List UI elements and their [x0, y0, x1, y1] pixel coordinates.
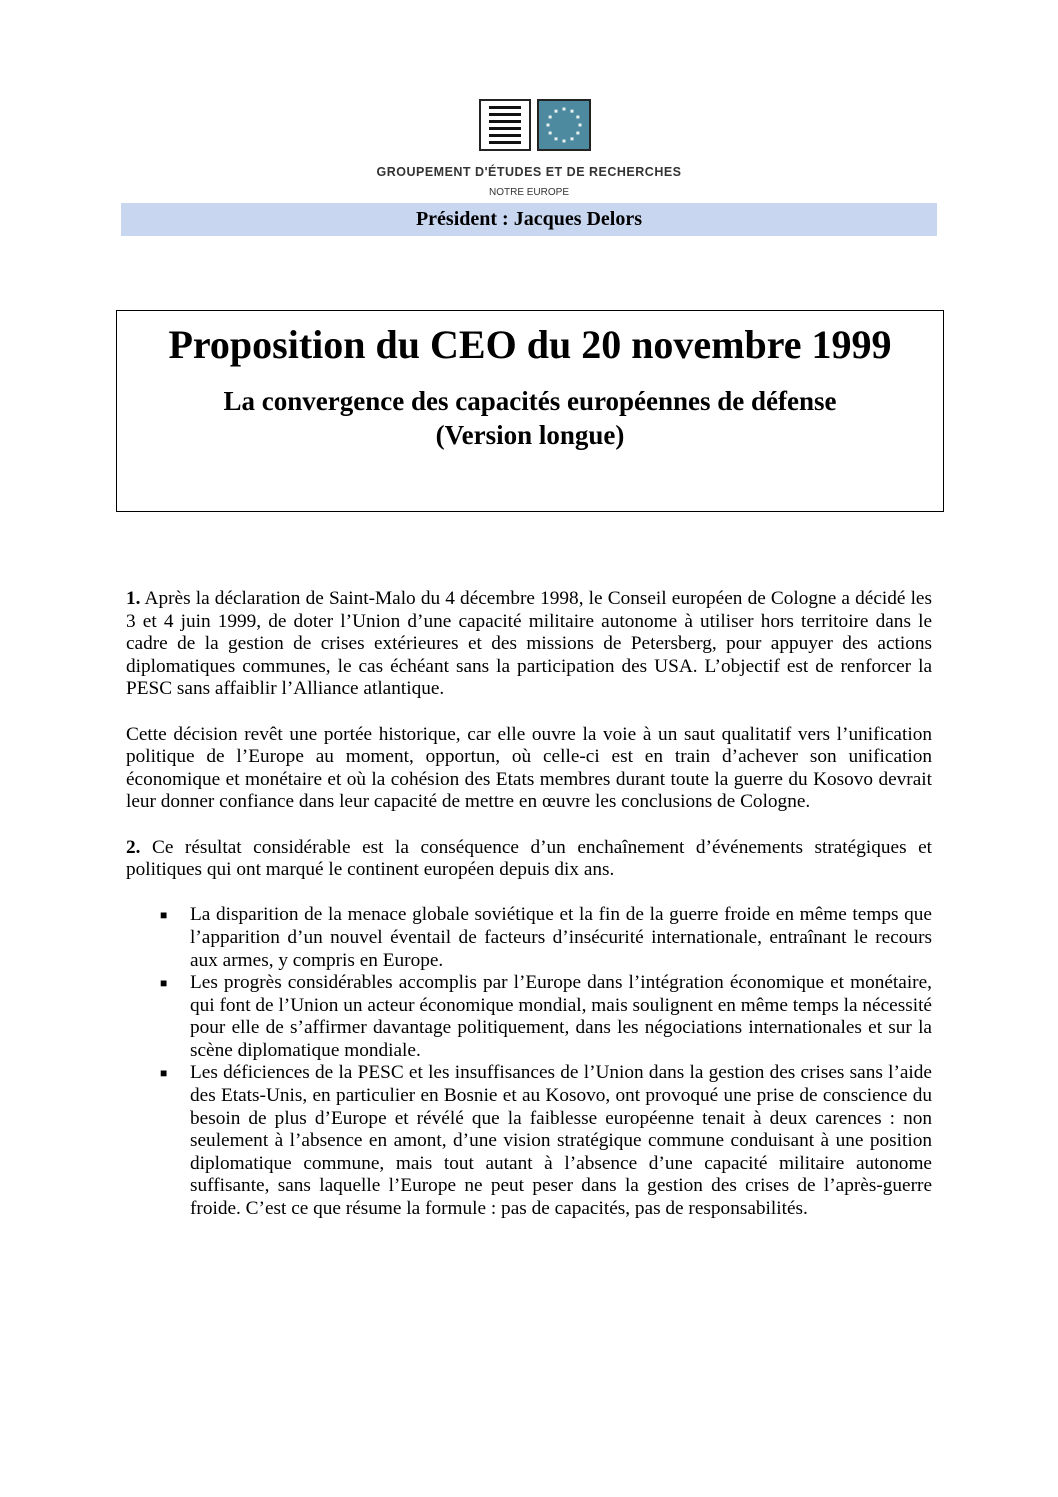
star-icon — [555, 137, 558, 140]
star-icon — [576, 132, 579, 135]
paragraph-text: Cette décision revêt une portée historique, car elle ouvre la voie à un saut qualitatif vers l’unification politique de l’Europe au moment, opportun, où celle-ci est en train d’achever son unification économique et monétaire et où la cohésion des Etats membres durant toute la guerre du Kosovo devrait leur donner confiance dans leur capacité de mettre en œuvre les conclusions de Cologne. — [126, 723, 932, 813]
star-icon — [576, 116, 579, 119]
bullet-list — [126, 904, 932, 1220]
star-icon — [547, 124, 550, 127]
bullet-icon: ■ — [160, 1066, 168, 1081]
paragraph-text: Ce résultat considérable est la conséquence d’un enchaînement d’événements stratégiques et politiques qui ont marqué le continent européen depuis dix ans. — [126, 836, 932, 881]
document-subtitle — [117, 384, 943, 452]
lines-icon — [479, 99, 531, 151]
paragraph-number: 1. — [126, 588, 141, 609]
bullet-icon: ■ — [160, 908, 168, 923]
president-band: Président : Jacques Delors — [121, 203, 937, 236]
list-item — [126, 972, 932, 1062]
paragraph-3 — [126, 837, 932, 882]
star-icon — [571, 110, 574, 113]
org-subtitle: NOTRE EUROPE — [488, 187, 569, 198]
star-icon — [579, 124, 582, 127]
version-line: (Version longue) — [435, 420, 625, 450]
list-item — [126, 904, 932, 972]
org-name: GROUPEMENT D'ÉTUDES ET DE RECHERCHES — [376, 165, 682, 179]
bullet-icon: ■ — [160, 976, 168, 991]
list-item-text: Les déficiences de la PESC et les insuffisances de l’Union dans la gestion des crises sans l’aide des Etats-Unis, en particulier en Bosnie et au Kosovo, ont provoqué une prise de conscience du besoin de plus d’Europe et révélé que la faiblesse européenne tenait à deux carences : non seulement à l’absence en amont, d’une vision stratégique commune conduisant à une position diplomatique commune, mais tout autant à l’absence d’une capacité militaire autonome suffisante, sans laquelle l’Europe ne peut peser dans la gestion des crises de l’après-guerre froide. C’est ce que résume la formule : pas de capacités, pas de responsabilités. — [190, 1062, 932, 1220]
eu-stars-icon — [537, 99, 591, 151]
star-icon — [563, 108, 566, 111]
paragraph-2 — [126, 724, 932, 814]
star-icon — [555, 110, 558, 113]
document-title: Proposition du CEO du 20 novembre 1999 — [168, 322, 892, 367]
star-icon — [563, 140, 566, 143]
paragraph-1 — [126, 588, 932, 701]
star-icon — [571, 137, 574, 140]
subtitle-line: La convergence des capacités européennes de défense — [223, 386, 837, 416]
title-box — [116, 310, 944, 512]
star-icon — [549, 132, 552, 135]
star-icon — [549, 116, 552, 119]
list-item — [126, 1062, 932, 1220]
list-item-text: La disparition de la menace globale soviétique et la fin de la guerre froide en même temps que l’apparition d’un nouvel éventail de facteurs d’insécurité internationale, entraînant le recours aux armes, y compris en Europe. — [190, 904, 932, 971]
notre-europe-logo — [479, 99, 591, 151]
document-body — [126, 588, 932, 1221]
list-item-text: Les progrès considérables accomplis par l’Europe dans l’intégration économique et monétaire, qui font de l’Union un acteur économique mondial, mais soulignent en même temps la nécessité pour elle de s’affirmer davantage politiquement, dans les négociations internationales et sur la scène diplomatique mondiale. — [190, 972, 932, 1061]
paragraph-number: 2. — [126, 836, 141, 858]
paragraph-text: Après la déclaration de Saint-Malo du 4 décembre 1998, le Conseil européen de Cologne a décidé les 3 et 4 juin 1999, de doter l’Union d’une capacité militaire autonome à utiliser hors territoire dans le cadre de la gestion de crises extérieures et des missions de Petersberg, pour appuyer des actions diplomatiques communes, le cas échéant sans la participation des USA. L’objectif est de renforcer la PESC sans affaiblir l’Alliance atlantique. — [126, 588, 932, 700]
